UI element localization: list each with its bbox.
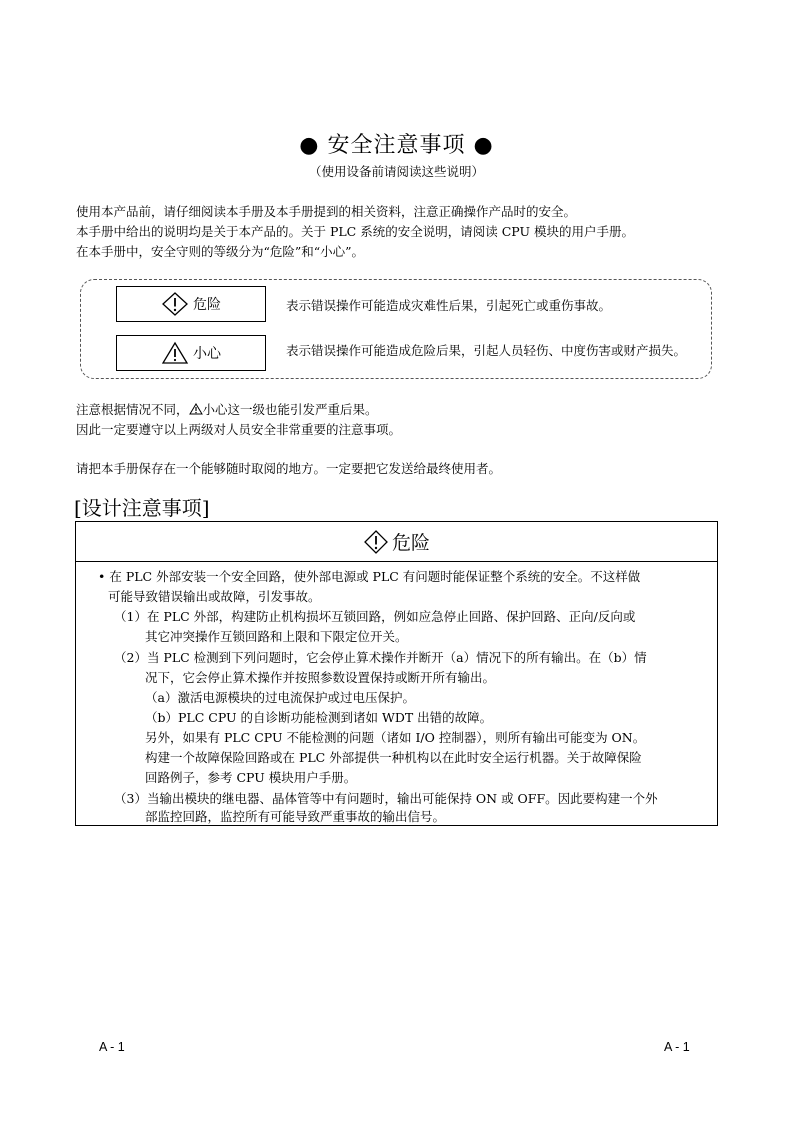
danger-diamond-icon: [161, 292, 189, 316]
design-line-12: （3）当输出模块的继电器、晶体管等中有问题时，输出可能保持 ON 或 OFF。因此要构建一个外: [114, 791, 658, 806]
design-line-8: （b）PLC CPU 的自诊断功能检测到诸如 WDT 出错的故障。: [145, 710, 493, 725]
design-line-1: • 在 PLC 外部安装一个安全回路，使外部电源或 PLC 有问题时能保证整个系统的安全。不这样做: [98, 569, 641, 584]
design-line-11: 回路例子，参考 CPU 模块用户手册。: [145, 770, 357, 785]
design-line-13: 部监控回路，监控所有可能导致严重事故的输出信号。: [145, 809, 446, 824]
intro-line-2: 本手册中给出的说明均是关于本产品的。关于 PLC 系统的安全说明，请阅读 CPU 模块的用户手册。: [76, 224, 634, 239]
design-line-9: 另外，如果有 PLC CPU 不能检测的问题（诸如 I/O 控制器），则所有输出可能变为 ON。: [145, 730, 646, 745]
intro-line-3: 在本手册中，安全守则的等级分为“危险”和“小心”。: [76, 244, 365, 259]
note-line-1: [76, 400, 378, 420]
note-line-1-post: 这一级也能引发严重后果。: [227, 402, 378, 417]
design-line-6: 况下，它会停止算术操作并按照参数设置保持或断开所有输出。: [145, 670, 496, 685]
caution-small-icon: [189, 403, 203, 415]
note-line-2: 因此一定要遵守以上两级对人员安全非常重要的注意事项。: [76, 422, 402, 437]
note-line-1-pre: 注意根据情况不同，: [76, 402, 189, 417]
danger-label: 危险: [193, 297, 221, 313]
danger-table-header: [76, 522, 717, 562]
danger-label-box: [116, 286, 266, 322]
design-line-3: （1）在 PLC 外部，构建防止机构损坏互锁回路，例如应急停止回路、保护回路、正向/反向或: [114, 609, 636, 624]
caution-label-box: [116, 335, 266, 371]
danger-table-label: 危险: [391, 532, 430, 554]
design-line-2: 可能导致错误输出或故障，引发事故。: [108, 589, 321, 604]
design-section-heading: [设计注意事项]: [74, 496, 210, 520]
caution-triangle-icon: [161, 341, 189, 365]
caution-label: 小心: [193, 346, 221, 362]
design-line-10: 构建一个故障保险回路或在 PLC 外部提供一种机构以在此时安全运行机器。关于故障保险: [145, 750, 642, 765]
footer-page-number-right: A - 1: [664, 1040, 690, 1054]
caution-description: 表示错误操作可能造成危险后果，引起人员轻伤、中度伤害或财产损失。: [286, 343, 687, 358]
design-danger-table: [75, 521, 718, 826]
footer-page-number-left: A - 1: [99, 1040, 125, 1054]
design-line-5: （2）当 PLC 检测到下列问题时，它会停止算术操作并断开（a）情况下的所有输出。在（b）情: [114, 650, 647, 665]
danger-description: 表示错误操作可能造成灾难性后果，引起死亡或重伤事故。: [286, 298, 612, 313]
danger-diamond-icon: [363, 530, 389, 554]
page-subtitle: （使用设备前请阅读这些说明）: [308, 164, 484, 179]
page-title: ● 安全注意事项 ●: [299, 133, 494, 158]
intro-paragraph: [76, 202, 634, 262]
note-line-1-caution: 小心: [202, 402, 228, 417]
design-line-4: 其它冲突操作互锁回路和上限和下限定位开关。: [145, 629, 408, 644]
design-line-7: （a）激活电源模块的过电流保护或过电压保护。: [145, 690, 415, 705]
intro-line-1: 使用本产品前，请仔细阅读本手册及本手册提到的相关资料，注意正确操作产品时的安全。: [76, 204, 577, 219]
note-line-3: 请把本手册保存在一个能够随时取阅的地方。一定要把它发送给最终使用者。: [76, 461, 502, 476]
